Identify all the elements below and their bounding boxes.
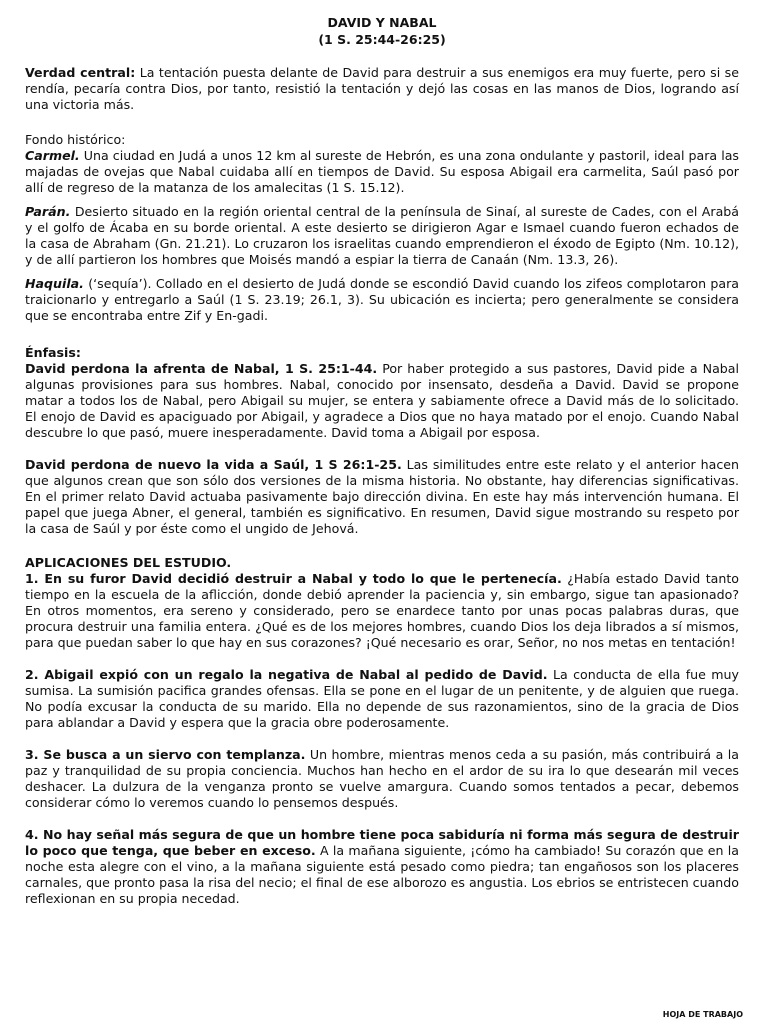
document-title: DAVID Y NABAL <box>327 15 437 30</box>
aplicacion-title: 2. Abigail expió con un regalo la negativa de Nabal al pedido de David. <box>25 667 548 682</box>
fondo-item-paran <box>25 204 739 268</box>
fondo-heading: Fondo histórico: <box>25 132 126 147</box>
aplicacion-text: La conducta de ella fue muy sumisa. La sumisión pacifica grandes ofensas. Ella se pone en el lugar de un penitente, y de alguien que ruega. No podía excusar la conducta de su marido. Ella no depende de sus razonamientos, sino de la gracia de Dios para ablandar a David y espera que la gracia obre poderosamente. <box>25 667 739 730</box>
verdad-central-text: La tentación puesta delante de David para destruir a sus enemigos era muy fuerte, pero si se rendía, pecaría contra Dios, por tanto, resistió la tentación y dejó las cosas en las manos de Dios, logrando así una victoria más. <box>25 65 739 112</box>
fondo-term: Haquila. <box>25 276 84 291</box>
aplicacion-item-3 <box>25 747 739 811</box>
fondo-term: Parán. <box>25 204 71 219</box>
enfasis-text: Las similitudes entre este relato y el anterior hacen que algunos crean que son sólo dos versiones de la misma historia. No obstante, hay diferencias significativas. En el primer relato David actuaba pasivamente bajo dirección divina. En este hay más intervención humana. El papel que juega Abner, el general, también es significativo. En resumen, David sigue mostrando su respeto por la casa de Saúl y por éste como el ungido de Jehová. <box>25 457 739 536</box>
aplicacion-title: 4. No hay señal más segura de que un hombre tiene poca sabiduría ni forma más segura de destruir lo poco que tenga, que beber en exceso. <box>25 827 739 858</box>
aplicacion-title: 1. En su furor David decidió destruir a Nabal y todo lo que le pertenecía. <box>25 571 562 586</box>
enfasis-title: David perdona la afrenta de Nabal, 1 S. 25:1-44. <box>25 361 378 376</box>
scripture-reference: (1 S. 25:44-26:25) <box>318 32 446 47</box>
enfasis-item-nabal <box>25 361 739 441</box>
aplicaciones-heading: APLICACIONES DEL ESTUDIO. <box>25 555 232 570</box>
fondo-text: Desierto situado en la región oriental central de la península de Sinaí, al sureste de Cades, con el Arabá y el golfo de Ácaba en su borde oriental. A este desierto se dirigieron Agar e Ismael cuando fueron echados de la casa de Abraham (Gn. 21.21). Lo cruzaron los israelitas cuando emprendieron el éxodo de Egipto (Nm. 10.12), y de allí partieron los hombres que Moisés mandó a espiar la tierra de Canaán (Nm. 13.3, 26). <box>25 204 739 267</box>
aplicacion-item-2 <box>25 667 739 731</box>
enfasis-title: David perdona de nuevo la vida a Saúl, 1 S 26:1-25. <box>25 457 402 472</box>
document-page <box>25 14 739 907</box>
aplicacion-item-1 <box>25 571 739 651</box>
fondo-item-carmel <box>25 148 739 196</box>
verdad-central <box>25 65 739 113</box>
fondo-text: Una ciudad en Judá a unos 12 km al sureste de Hebrón, es una zona ondulante y pastoril, ideal para las majadas de ovejas que Nabal cuidaba allí en tiempos de David. Su esposa Abigail era carmelita, Saúl pasó por allí de regreso de la matanza de los amalecitas (1 S. 15.12). <box>25 148 739 195</box>
aplicacion-text: A la mañana siguiente, ¡cómo ha cambiado! Su corazón que en la noche esta alegre con el vino, a la mañana siguiente está pesado como piedra; tan engañosos son los placeres carnales, que pronto pasa la risa del necio; el final de ese alborozo es angustia. Los ebrios se entristecen cuando reflexionan en su propia necedad. <box>25 843 739 906</box>
enfasis-item-saul <box>25 457 739 537</box>
fondo-text: (‘sequía’). Collado en el desierto de Judá donde se escondió David cuando los zifeos complotaron para traicionarlo y entregarlo a Saúl (1 S. 23.19; 26.1, 3). Su ubicación es incierta; pero generalmente se considera que se encontraba entre Zif y En-gadi. <box>25 276 739 323</box>
verdad-central-label: Verdad central: <box>25 65 136 80</box>
aplicacion-title: 3. Se busca a un siervo con templanza. <box>25 747 306 762</box>
aplicacion-text: ¿Había estado David tanto tiempo en la escuela de la aflicción, donde debió aprender la paciencia y, sin embargo, sigue tan apasionado? En otros momentos, era sereno y considerado, pero se enardece tanto por unas pocas palabras duras, que procura destruir una familia entera. ¿Qué es de los mejores hombres, cuando Dios los deja librados a sí mismos, para que puedan saber lo que hay en sus corazones? ¡Qué necesario es orar, Señor, no nos metas en tentación! <box>25 571 740 650</box>
fondo-term: Carmel. <box>25 148 80 163</box>
aplicacion-text: Un hombre, mientras menos ceda a su pasión, más contribuirá a la paz y tranquilidad de su propia conciencia. Muchos han hecho en el ardor de su ira lo que desearán mil veces deshacer. La dulzura de la venganza pronto se vuelve amargura. Cuando somos tentados a pecar, debemos considerar cómo lo veremos cuando lo pensemos después. <box>25 747 739 810</box>
enfasis-heading: Énfasis: <box>25 345 81 360</box>
fondo-item-haquila <box>25 276 739 324</box>
enfasis-text: Por haber protegido a sus pastores, David pide a Nabal algunas provisiones para sus hombres. Nabal, conocido por insensato, desdeña a David. David se propone matar a todos los de Nabal, pero Abigail su mujer, se entera y sabiamente ofrece a David más de lo solicitado. El enojo de David es apaciguado por Abigail, y agradece a Dios que no haya matado por el enojo. Cuando Nabal descubre lo que pasó, muere inesperadamente. David toma a Abigail por esposa. <box>25 361 739 440</box>
aplicacion-item-4 <box>25 827 739 907</box>
footer-label: HOJA DE TRABAJO <box>662 1010 743 1019</box>
